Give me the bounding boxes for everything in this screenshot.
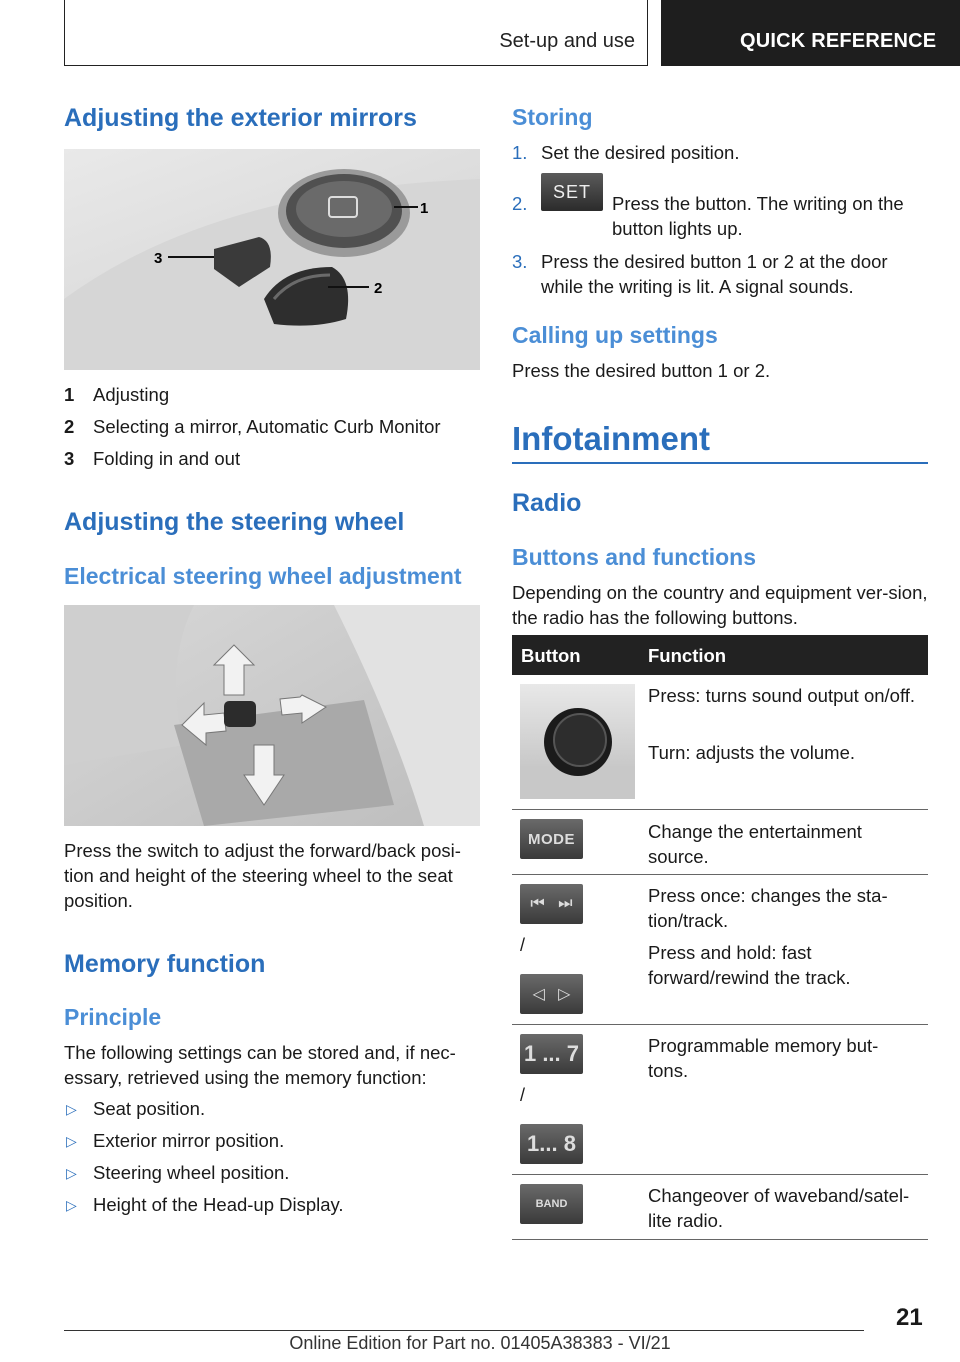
svg-text:3: 3 [154, 250, 163, 267]
mirrors-title: Adjusting the exterior mirrors [64, 104, 417, 132]
volume-knob-image [520, 684, 635, 799]
memory-buttons-1-7-icon: 1 ... 7 [520, 1034, 583, 1074]
row-separator [512, 1174, 928, 1175]
mirror-item-num: 1 [64, 384, 75, 405]
bullet-triangle-icon: ▷ [66, 1197, 77, 1213]
col-header-button: Button [521, 645, 581, 666]
seek-arrow-buttons-icon: ◁ ▷ [520, 974, 583, 1014]
mode-button-icon: MODE [520, 819, 583, 859]
calling-text: Press the desired button 1 or 2. [512, 360, 771, 381]
function-text: Programmable memory but-tons. [648, 1035, 879, 1081]
footer-edition: Online Edition for Part no. 01405A38383 - VI/21 [289, 1333, 671, 1353]
col-header-function: Function [648, 645, 727, 666]
function-text: Press once: changes the sta-tion/track. [648, 885, 888, 931]
header-section-label: Set-up and use [499, 30, 635, 52]
step-number: 3. [512, 251, 528, 272]
mirror-controls-illustration [64, 149, 480, 370]
header-chapter-label: QUICK REFERENCE [740, 30, 937, 52]
steering-switch-photo [64, 605, 480, 826]
function-text: Turn: adjusts the volume. [648, 742, 856, 763]
function-text: Press: turns sound output on/off. [648, 685, 916, 706]
page-number: 21 [896, 1304, 923, 1331]
buttons-text: Depending on the country and equipment ver-sion, the radio has the following buttons. [512, 582, 928, 628]
step-number: 1. [512, 142, 528, 163]
bullet-text: Exterior mirror position. [93, 1130, 285, 1151]
band-button-icon: BAND [520, 1184, 583, 1224]
svg-text:2: 2 [374, 280, 383, 297]
row-separator [512, 809, 928, 810]
mirror-item-num: 2 [64, 416, 75, 437]
bullet-triangle-icon: ▷ [66, 1165, 77, 1181]
row-separator [512, 1239, 928, 1240]
footer-rule [64, 1330, 864, 1331]
function-text: Press and hold: fast forward/rewind the track. [648, 942, 851, 988]
bullet-triangle-icon: ▷ [66, 1101, 77, 1117]
function-text: Changeover of waveband/satel-lite radio. [648, 1185, 910, 1231]
step-text: Set the desired position. [541, 142, 740, 163]
calling-title: Calling up settings [512, 322, 718, 348]
bullet-text: Height of the Head-up Display. [93, 1194, 344, 1215]
or-separator: / [520, 935, 526, 955]
bullet-text: Seat position. [93, 1098, 206, 1119]
header-chapter-tab [661, 0, 960, 66]
step-text [612, 191, 928, 241]
step-text-part: Press the button. The writing on the button lights up. [612, 193, 904, 239]
step-number: 2. [512, 193, 528, 214]
storing-title: Storing [512, 104, 593, 130]
radio-title: Radio [512, 489, 582, 517]
infotainment-title: Infotainment [512, 420, 710, 457]
mirror-item-text: Adjusting [93, 384, 170, 405]
set-button-icon: SET [541, 173, 603, 211]
or-separator: / [520, 1085, 526, 1105]
steering-title: Adjusting the steering wheel [64, 508, 405, 536]
steering-subtitle: Electrical steering wheel adjustment [64, 563, 462, 589]
infotainment-rule [512, 462, 928, 464]
mirror-controls-photo [64, 149, 480, 370]
header-section-tab [64, 0, 648, 66]
steering-switch-illustration [64, 605, 480, 826]
memory-title: Memory function [64, 950, 266, 978]
mirror-item-text: Selecting a mirror, Automatic Curb Monitor [93, 416, 441, 437]
principle-title: Principle [64, 1004, 162, 1030]
mirror-item-text: Folding in and out [93, 448, 241, 469]
principle-text: The following settings can be stored and, if nec-essary, retrieved using the memory function: [64, 1042, 456, 1088]
bullet-text: Steering wheel position. [93, 1162, 290, 1183]
function-text: Change the entertainment source. [648, 821, 862, 867]
mirror-item-num: 3 [64, 448, 75, 469]
buttons-title: Buttons and functions [512, 544, 757, 570]
row-separator [512, 874, 928, 875]
row-separator [512, 1024, 928, 1025]
svg-text:1: 1 [420, 200, 429, 217]
bullet-triangle-icon: ▷ [66, 1133, 77, 1149]
volume-knob-illustration [520, 684, 635, 799]
table-header [512, 635, 928, 675]
seek-track-buttons-icon: ⏮ ⏭ [520, 884, 583, 924]
step-text: Press the desired button 1 or 2 at the door while the writing is lit. A signal sounds. [541, 251, 888, 297]
steering-text: Press the switch to adjust the forward/back posi-tion and height of the steering wheel to the seat position. [64, 840, 461, 911]
memory-buttons-1-8-icon: 1... 8 [520, 1124, 583, 1164]
